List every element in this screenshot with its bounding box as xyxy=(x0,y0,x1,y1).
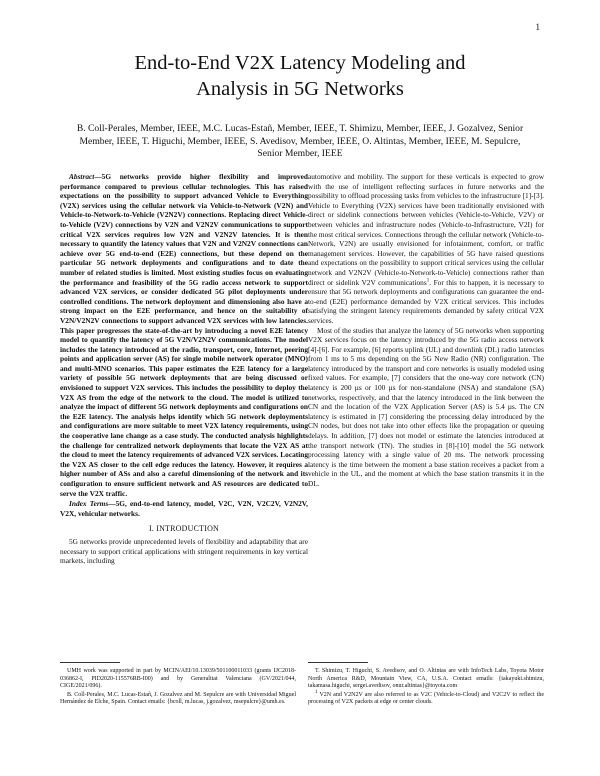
title-line-2: Analysis in 5G Networks xyxy=(196,78,404,100)
author-list: B. Coll-Perales, Member, IEEE, M.C. Lucas-Estañ, Member, IEEE, T. Shimizu, Member, IEEE, J. Gozalvez, Senior Member, IEEE, T. Higuchi, Member, IEEE, S. Avedisov, Member, IEEE, O. Altintas, Member, IEEE, M. Sepulcre, Senior Member, IEEE xyxy=(76,123,524,160)
footnote-funding: UMH work was supported in part by MCIN/AEI/10.13039/501100011033 (grants IJC2018-036862-I, PID2020-115576RB-I00) and by Generalitat Valenciana (GV/2021/044, CIGE/2021/096). xyxy=(60,668,296,690)
intro-paragraph-left: 5G networks provide unprecedented levels of flexibility and adaptability that are necessary to support critical applications with stringent requirements in key vertical markets, including xyxy=(60,536,308,566)
footnotes-right xyxy=(308,668,544,708)
footnotes-left xyxy=(60,668,296,708)
right-column xyxy=(308,172,544,489)
left-column xyxy=(60,172,308,566)
footnote-rule-left xyxy=(60,662,120,663)
footnote-affiliation-umh: B. Coll-Perales, M.C. Lucas-Estañ, J. Gozalvez and M. Sepulcre are with Universidad Miguel Hernández de Elche, Spain. Contact emails: {bcoll, m.lucas, j.gozalvez, msepulcre}@umh.es. xyxy=(60,691,296,706)
footnote-affiliation-toyota: T. Shimizu, T. Higuchi, S. Avedisov, and O. Altintas are with InfoTech Labs, Toyota Motor North America R&D, Mountain View, CA, U.S.A. Contact emails: {takayuki.shimizu, takamasa.higuchi, sergei.avedisov, onur.altintas}@toyota.com xyxy=(308,668,544,690)
intro-paragraph-2: Most of the studies that analyze the latency of 5G networks when supporting V2X services focus on the latency introduced by the 5G radio access network [4]-[6]. For example, [6] reports uplink (UL) and downlink (DL) radio latencies from 1 ms to 5 ms depending on the 5G New Radio (NR) configuration. The latency introduced by the transport and core networks is usually modeled using fixed values. For example, [7] considers that the one-way core network (CN) latency is 200 µs or 100 µs for non-standalone (NSA) and standalone (SA) networks, respectively, and that the latency introduced in the link between the CN and the location of the V2X Application Server (AS) is 5.4 µs. The CN latency is estimated in [7] considering the processing delay introduced by the CN nodes, but does not take into other effects like the propagation or queuing delays. In addition, [7] does not model or estimate the latencies introduced at the transport network (TN). The studies in [8]-[10] model the 5G network processing latency with a single value of 20 ms. The network processing latency is the time between the moment a base station receives a packet from a vehicle in the UL, and the moment at which the base station transmits it in the DL. xyxy=(308,325,544,488)
abstract-lead: Abstract xyxy=(69,172,95,181)
abstract xyxy=(60,172,308,498)
intro-paragraph-1 xyxy=(308,172,544,326)
footnote-rule-right xyxy=(308,662,368,663)
footnote-v2c-note xyxy=(308,689,544,707)
index-terms xyxy=(60,499,308,518)
section-heading-introduction: I. INTRODUCTION xyxy=(148,524,220,534)
footnote-marker: 1 xyxy=(426,278,430,284)
footnote-number: 1 xyxy=(315,689,318,695)
index-terms-text: —5G, end-to-end latency, model, V2C, V2N, V2C2V, V2N2V, V2X, vehicular networks. xyxy=(60,499,308,518)
intro-p1-part-b: . For this to happen, it is necessary to ensure that 5G network deployments and configurations can guarantee the end-to-end (E2E) performance demanded by V2X critical services. This includes satisfying the stringent latency requirements demanded by safety critical V2X services. xyxy=(308,277,544,325)
footnote-v2c-text: V2N and V2N2V are also referred to as V2C (Vehicle-to-Cloud) and V2C2V to reflect the processing of V2X packets at edge or center clouds. xyxy=(308,691,544,706)
paper-title xyxy=(40,50,560,102)
abstract-text: —5G networks provide higher flexibility and improved performance compared to previous cellular technologies. This has raised expectations on the possibility to support advanced Vehicle to Everything (V2X) services using the cellular network via Vehicle-to-Network (V2N) and Vehicle-to-Network-to-Vehicle (V2N2V) connections. Replacing direct Vehicle-to-Vehicle (V2V) connections by V2N and V2N2V communications to support critical V2X services requires low V2N and V2N2V latencies. It is then necessary to quantify the latency values that V2N and V2N2V connections can achieve over 5G end-to-end (E2E) connections, but these depend on the particular 5G network deployments and configurations and to date the number of related studies is limited. Most existing studies focus on evaluating the performance and feasibility of the 5G radio access network to support advanced V2X services, or consider dedicated 5G pilot deployments under controlled conditions. The network deployment and dimensioning also have a strong impact on the E2E performance, and hence on the suitability of V2N/V2N2V connections to support advanced V2X services with low latencies. This paper progresses the state-of-the-art by introducing a novel E2E latency model to quantify the latency of 5G V2N/V2N2V communications. The model includes the latency introduced at the radio, transport, core, Internet, peering points and application server (AS) for single mobile network operator (MNO) and multi-MNO scenarios. This paper estimates the E2E latency for a large variety of possible 5G network deployments that are being discussed or envisioned to support V2X services. This includes the possibility to deploy the V2X AS from the edge of the network to the cloud. The model is utilized to analyze the impact of different 5G network deployments and configurations on the E2E latency. The analysis helps identify which 5G network deployments and configurations are more suitable to meet V2X latency requirements, using the cooperative lane change as a case study. The conducted analysis highlights the challenge for centralized network deployments that locate the V2X AS at the cloud to meet the latency requirements of advanced V2X services. Locating the V2X AS closer to the cell edge reduces the latency. However, it requires a higher number of ASs and also a careful dimensioning of the network and its configuration to ensure sufficient network and AS resources are dedicated to serve the V2X traffic. xyxy=(60,172,308,498)
page-number: 1 xyxy=(535,22,540,32)
intro-p1-part-a: automotive and mobility. The support for these verticals is expected to grow with the use of intelligent reflecting surfaces in future networks and the possibility to offload processing tasks from vehicles to the infrastructure [1]-[3]. Vehicle to Everything (V2X) services have been traditionally envisioned with direct or sidelink connections between vehicles (Vehicle-to-Vehicle, V2V) or between vehicles and infrastructure nodes (Vehicle-to-Infrastructure, V2I) for the most critical services. Connections through the cellular network (Vehicle-to-Network, V2N) are usually envisioned for infotainment, comfort, or traffic management services. However, the capabilities of 5G have raised questions and expectations on the possibility to support critical services using the cellular network and V2N2V (Vehicle-to-Network-to-Vehicle) connections rather than direct or sidelink V2V communications xyxy=(308,172,544,287)
title-line-1: End-to-End V2X Latency Modeling and xyxy=(134,52,466,74)
index-terms-lead: Index Terms xyxy=(69,499,109,509)
